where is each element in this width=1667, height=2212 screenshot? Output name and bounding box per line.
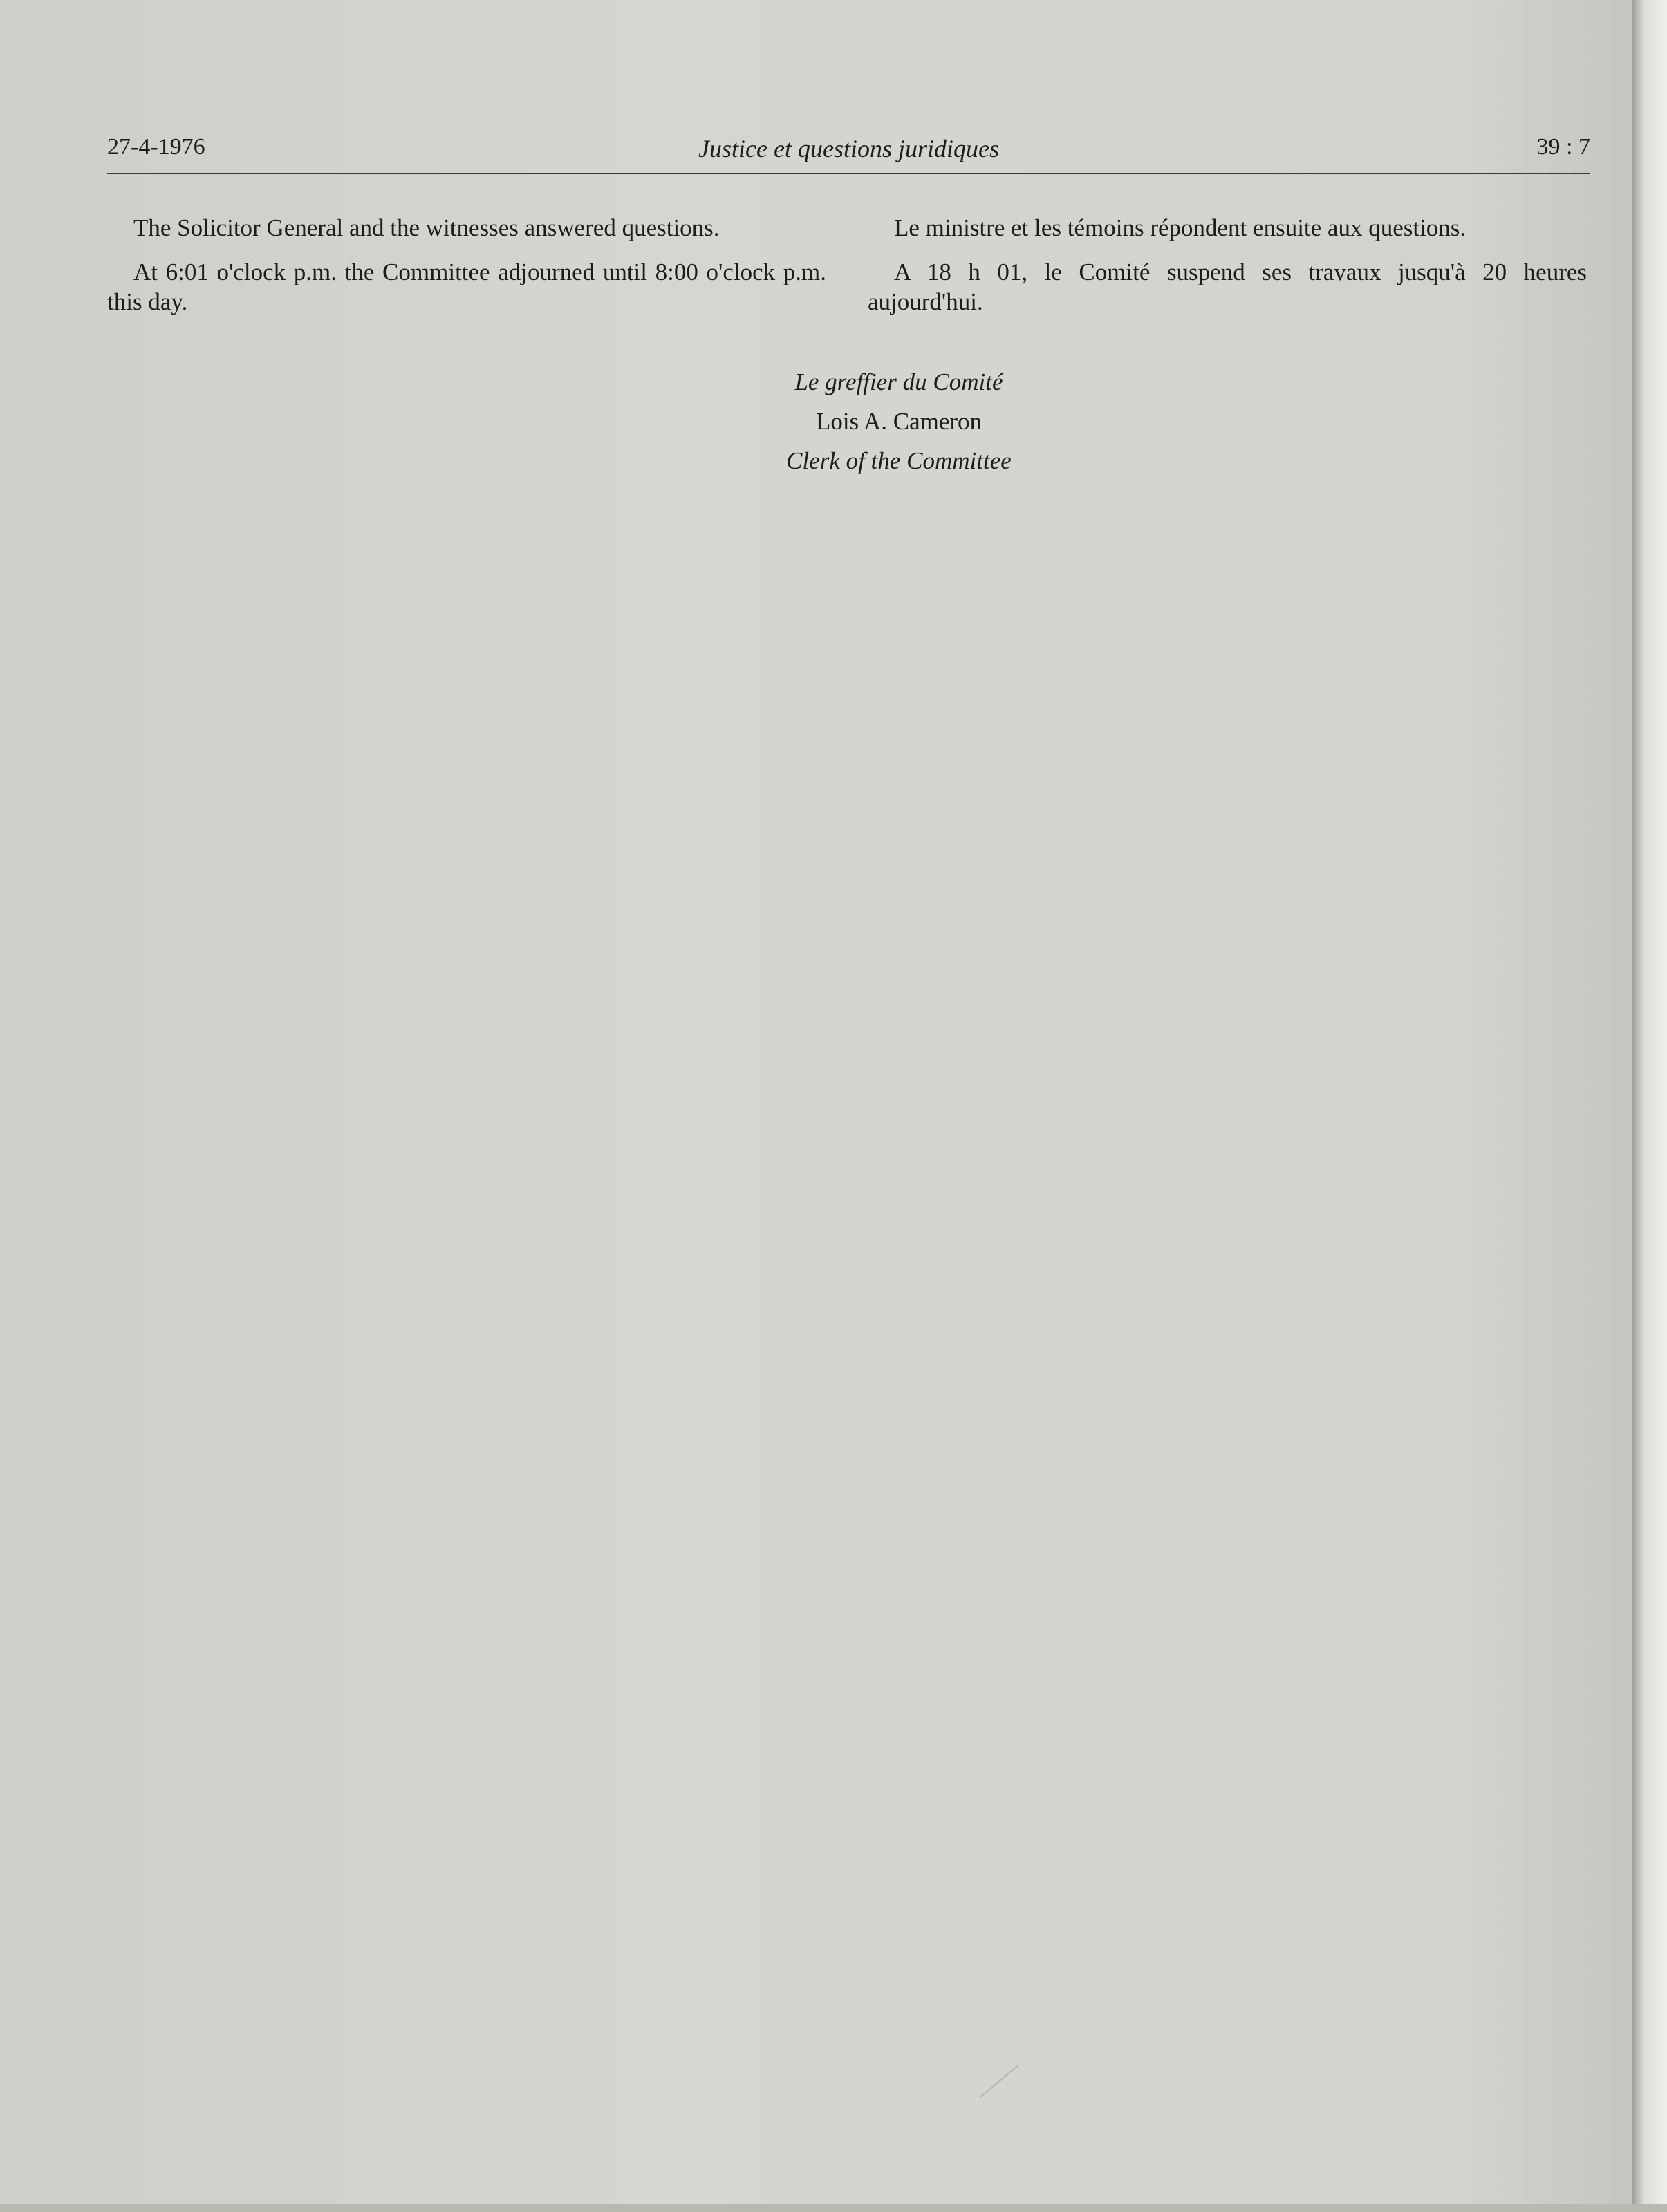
french-paragraph: Le ministre et les témoins répondent ensuite aux questions. (894, 214, 1466, 241)
english-paragraph: The Solicitor General and the witnesses answered questions. (133, 214, 720, 241)
show-through-left (104, 207, 823, 2212)
signature-english-title: Clerk of the Committee (786, 447, 1012, 474)
header-title: Justice et questions juridiques (698, 135, 999, 162)
english-column (107, 213, 826, 331)
french-paragraph: A 18 h 01, le Comité suspend ses travaux jusqu'à 20 heures aujourd'hui. (868, 259, 1587, 315)
signature-french-title: Le greffier du Comité (794, 368, 1003, 395)
header-date: 27-4-1976 (107, 134, 205, 160)
show-through-right (864, 207, 1583, 2212)
header-page-number: 39 : 7 (1536, 134, 1590, 160)
page-edge (1632, 0, 1667, 2204)
page-header (107, 131, 1590, 174)
english-paragraph: At 6:01 o'clock p.m. the Committee adjourned until 8:00 o'clock p.m. this day. (107, 259, 826, 315)
french-column (868, 213, 1587, 331)
signature-name: Lois A. Cameron (815, 408, 982, 435)
